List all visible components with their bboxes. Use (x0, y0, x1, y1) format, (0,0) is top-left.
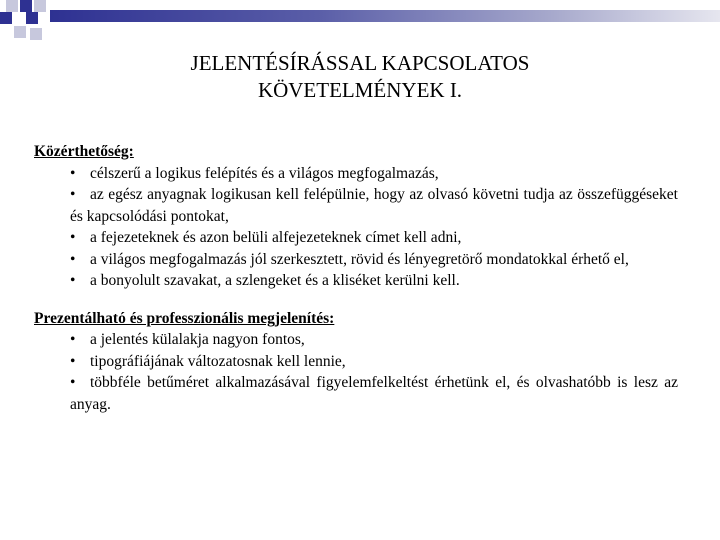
deco-square (26, 12, 38, 24)
list-item (70, 351, 678, 373)
section-kozerthetoseg (34, 141, 678, 292)
deco-square (20, 0, 32, 12)
bullet-icon: • (70, 250, 76, 268)
list-item-text: a fejezeteknek és azon belüli alfejezeteknek címet kell adni, (90, 229, 462, 246)
section-heading: Közérthetőség: (34, 143, 134, 160)
section-heading: Prezentálható és professzionális megjelenítés: (34, 309, 335, 327)
list-item-text: az egész anyagnak logikusan kell felépülnie, hogy az olvasó követni tudja az összefüggéseket és kapcsolódási pontokat, (70, 186, 678, 225)
bullet-icon: • (70, 352, 76, 370)
list-item (70, 163, 678, 185)
list-item-text: a bonyolult szavakat, a szlengeket és a kliséket kerülni kell. (90, 272, 460, 289)
deco-square (34, 0, 46, 12)
deco-square (30, 28, 42, 40)
list-item-text: többféle betűméret alkalmazásával figyelemfelkeltést érhetünk el, és olvashatóbb is lesz az anyag. (70, 374, 678, 413)
list-item-text: célszerű a logikus felépítés és a világos megfogalmazás, (90, 164, 439, 182)
list-item-text: a világos megfogalmazás jól szerkesztett, rövid és lényegretörő mondatokkal érhető el, (90, 250, 629, 268)
list-item (70, 372, 678, 415)
deco-square (0, 12, 12, 24)
deco-square (6, 0, 18, 12)
list-item (70, 329, 678, 351)
bullet-icon: • (70, 331, 76, 348)
list-item (70, 249, 678, 271)
section-prezentalhato (34, 308, 678, 416)
deco-square (12, 12, 24, 24)
header-decoration (0, 0, 720, 48)
bullet-list (34, 329, 678, 415)
slide-body (34, 141, 678, 415)
list-item-text: a jelentés külalakja nagyon fontos, (90, 331, 305, 348)
bullet-list (34, 163, 678, 292)
bullet-icon: • (70, 229, 76, 246)
bullet-icon: • (70, 374, 76, 391)
list-item (70, 184, 678, 227)
header-gradient-bar (50, 10, 720, 22)
title-line-1: JELENTÉSÍRÁSSAL KAPCSOLATOS (190, 51, 530, 75)
title-line-2: KÖVETELMÉNYEK I. (257, 78, 463, 102)
bullet-icon: • (70, 164, 76, 182)
list-item (70, 227, 678, 249)
deco-square (14, 26, 26, 38)
slide-title (0, 50, 720, 104)
list-item (70, 270, 678, 292)
bullet-icon: • (70, 186, 76, 203)
bullet-icon: • (70, 272, 76, 289)
list-item-text: tipográfiájának változatosnak kell lennie, (90, 352, 346, 370)
